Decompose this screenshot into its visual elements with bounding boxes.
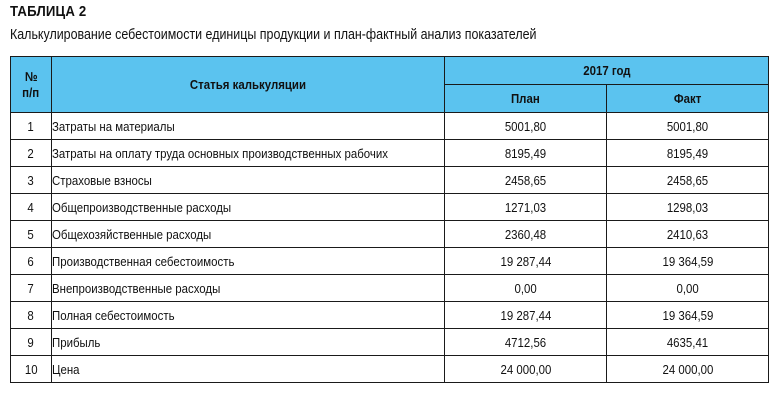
row-number-cell: [11, 221, 52, 248]
row-fact-value: 24 000,00: [662, 361, 713, 377]
row-number-cell: [11, 248, 52, 275]
header-number: [11, 57, 52, 113]
header-item: [52, 57, 445, 113]
row-fact-value: 8195,49: [666, 145, 709, 161]
table-row: [11, 221, 769, 248]
row-fact-value-cell: [607, 302, 769, 329]
row-item-cell: [52, 194, 445, 221]
header-plan-label: План: [511, 91, 540, 106]
row-item: Цена: [52, 361, 80, 377]
table-row: [11, 113, 769, 140]
row-number-cell: [11, 194, 52, 221]
table-row: [11, 194, 769, 221]
row-plan-value: 4712,56: [504, 334, 547, 350]
row-item-cell: [52, 167, 445, 194]
row-plan-value: 0,00: [514, 280, 537, 296]
table-row: [11, 356, 769, 383]
row-plan-value-cell: [445, 113, 607, 140]
row-item-cell: [52, 248, 445, 275]
header-plan: [445, 85, 607, 113]
row-fact-value: 2458,65: [666, 172, 709, 188]
row-plan-value-cell: [445, 275, 607, 302]
row-item: Прибыль: [52, 334, 101, 350]
row-plan-value-cell: [445, 167, 607, 194]
table-row: [11, 302, 769, 329]
table-row: [11, 167, 769, 194]
row-fact-value-cell: [607, 167, 769, 194]
row-fact-value-cell: [607, 221, 769, 248]
table-row: [11, 140, 769, 167]
row-plan-value: 19 287,44: [500, 307, 551, 323]
row-fact-value: 19 364,59: [662, 253, 713, 269]
row-fact-value: 19 364,59: [662, 307, 713, 323]
row-item: Затраты на оплату труда основных производственных рабочих: [52, 145, 388, 161]
row-item: Общепроизводственные расходы: [52, 199, 232, 215]
row-number: 9: [27, 334, 35, 350]
row-number: 5: [27, 226, 35, 242]
row-number: 4: [27, 199, 35, 215]
row-item-cell: [52, 302, 445, 329]
row-number: 1: [27, 118, 35, 134]
header-fact-label: Факт: [673, 91, 702, 106]
header-number-line2: п/п: [22, 84, 40, 100]
row-item: Общехозяйственные расходы: [52, 226, 212, 242]
row-item-cell: [52, 113, 445, 140]
header-year-label: 2017 год: [582, 63, 631, 78]
row-plan-value: 2458,65: [504, 172, 547, 188]
row-item: Страховые взносы: [52, 172, 152, 188]
row-fact-value-cell: [607, 140, 769, 167]
row-plan-value-cell: [445, 356, 607, 383]
table-body: [11, 113, 769, 383]
row-number-cell: [11, 356, 52, 383]
row-plan-value: 1271,03: [504, 199, 547, 215]
row-number-cell: [11, 167, 52, 194]
header-fact: [607, 85, 769, 113]
row-item-cell: [52, 221, 445, 248]
row-fact-value-cell: [607, 194, 769, 221]
calculation-table: [10, 56, 769, 383]
row-number-cell: [11, 275, 52, 302]
row-number-cell: [11, 140, 52, 167]
row-fact-value: 5001,80: [666, 118, 709, 134]
row-item: Производственная себестоимость: [52, 253, 235, 269]
row-item-cell: [52, 356, 445, 383]
row-number: 6: [27, 253, 35, 269]
table-subtitle: Калькулирование себестоимости единицы продукции и план-фактный анализ показателей: [10, 26, 537, 43]
table-row: [11, 248, 769, 275]
row-item-cell: [52, 275, 445, 302]
row-item-cell: [52, 140, 445, 167]
row-fact-value: 1298,03: [666, 199, 709, 215]
row-plan-value-cell: [445, 302, 607, 329]
table-title: ТАБЛИЦА 2: [10, 3, 87, 20]
header-number-line1: №: [24, 68, 38, 84]
row-fact-value: 2410,63: [666, 226, 709, 242]
row-fact-value-cell: [607, 248, 769, 275]
row-plan-value-cell: [445, 248, 607, 275]
row-fact-value: 0,00: [676, 280, 699, 296]
row-fact-value-cell: [607, 113, 769, 140]
row-plan-value: 8195,49: [504, 145, 547, 161]
row-number-cell: [11, 302, 52, 329]
header-item-label: Статья калькуляции: [189, 77, 307, 92]
row-plan-value: 2360,48: [504, 226, 547, 242]
row-number-cell: [11, 113, 52, 140]
row-plan-value-cell: [445, 194, 607, 221]
row-fact-value-cell: [607, 275, 769, 302]
header-year: [445, 57, 769, 85]
row-fact-value-cell: [607, 329, 769, 356]
row-number: 8: [27, 307, 35, 323]
table-row: [11, 329, 769, 356]
row-plan-value-cell: [445, 221, 607, 248]
row-number: 3: [27, 172, 35, 188]
row-fact-value-cell: [607, 356, 769, 383]
row-item-cell: [52, 329, 445, 356]
row-number: 10: [24, 361, 38, 377]
row-number: 7: [27, 280, 35, 296]
row-number: 2: [27, 145, 35, 161]
row-item: Затраты на материалы: [52, 118, 175, 134]
row-number-cell: [11, 329, 52, 356]
row-fact-value: 4635,41: [666, 334, 709, 350]
row-plan-value: 19 287,44: [500, 253, 551, 269]
row-plan-value: 24 000,00: [500, 361, 551, 377]
row-plan-value-cell: [445, 329, 607, 356]
row-item: Полная себестоимость: [52, 307, 175, 323]
table-row: [11, 275, 769, 302]
row-item: Внепроизводственные расходы: [52, 280, 221, 296]
row-plan-value: 5001,80: [504, 118, 547, 134]
row-plan-value-cell: [445, 140, 607, 167]
